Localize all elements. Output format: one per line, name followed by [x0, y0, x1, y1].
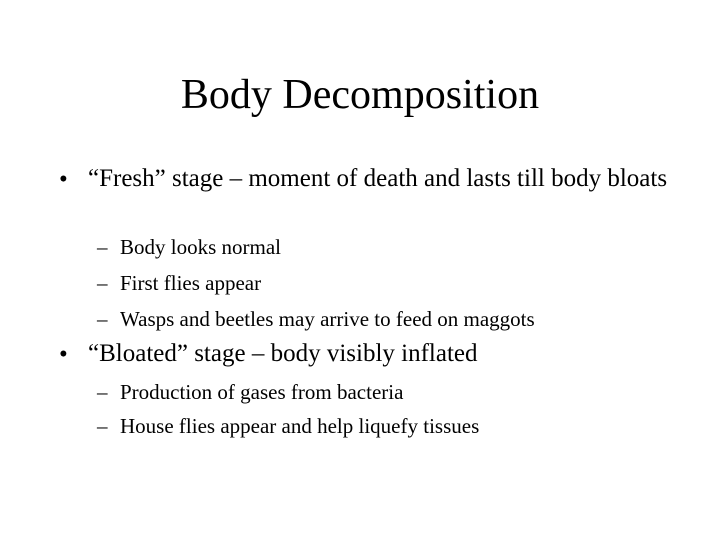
- sub-bullet-wasps-beetles: Wasps and beetles may arrive to feed on maggots: [120, 307, 535, 331]
- bullet-marker: •: [59, 341, 68, 368]
- bullet-bloated-stage: “Bloated” stage – body visibly inflated: [88, 340, 478, 367]
- sub-bullet-gases-bacteria: Production of gases from bacteria: [120, 380, 404, 404]
- sub-bullet-marker: –: [97, 380, 108, 404]
- sub-bullet-marker: –: [97, 235, 108, 259]
- bullet-fresh-stage: “Fresh” stage – moment of death and lasts till body bloats: [88, 165, 668, 192]
- sub-bullet-house-flies: House flies appear and help liquefy tissues: [120, 414, 480, 438]
- sub-bullet-marker: –: [97, 414, 108, 438]
- sub-bullet-body-normal: Body looks normal: [120, 235, 281, 259]
- sub-bullet-marker: –: [97, 307, 108, 331]
- sub-bullet-first-flies: First flies appear: [120, 271, 262, 295]
- bullet-marker: •: [59, 166, 68, 193]
- sub-bullet-marker: –: [97, 271, 108, 295]
- slide-title: Body Decomposition: [180, 72, 540, 118]
